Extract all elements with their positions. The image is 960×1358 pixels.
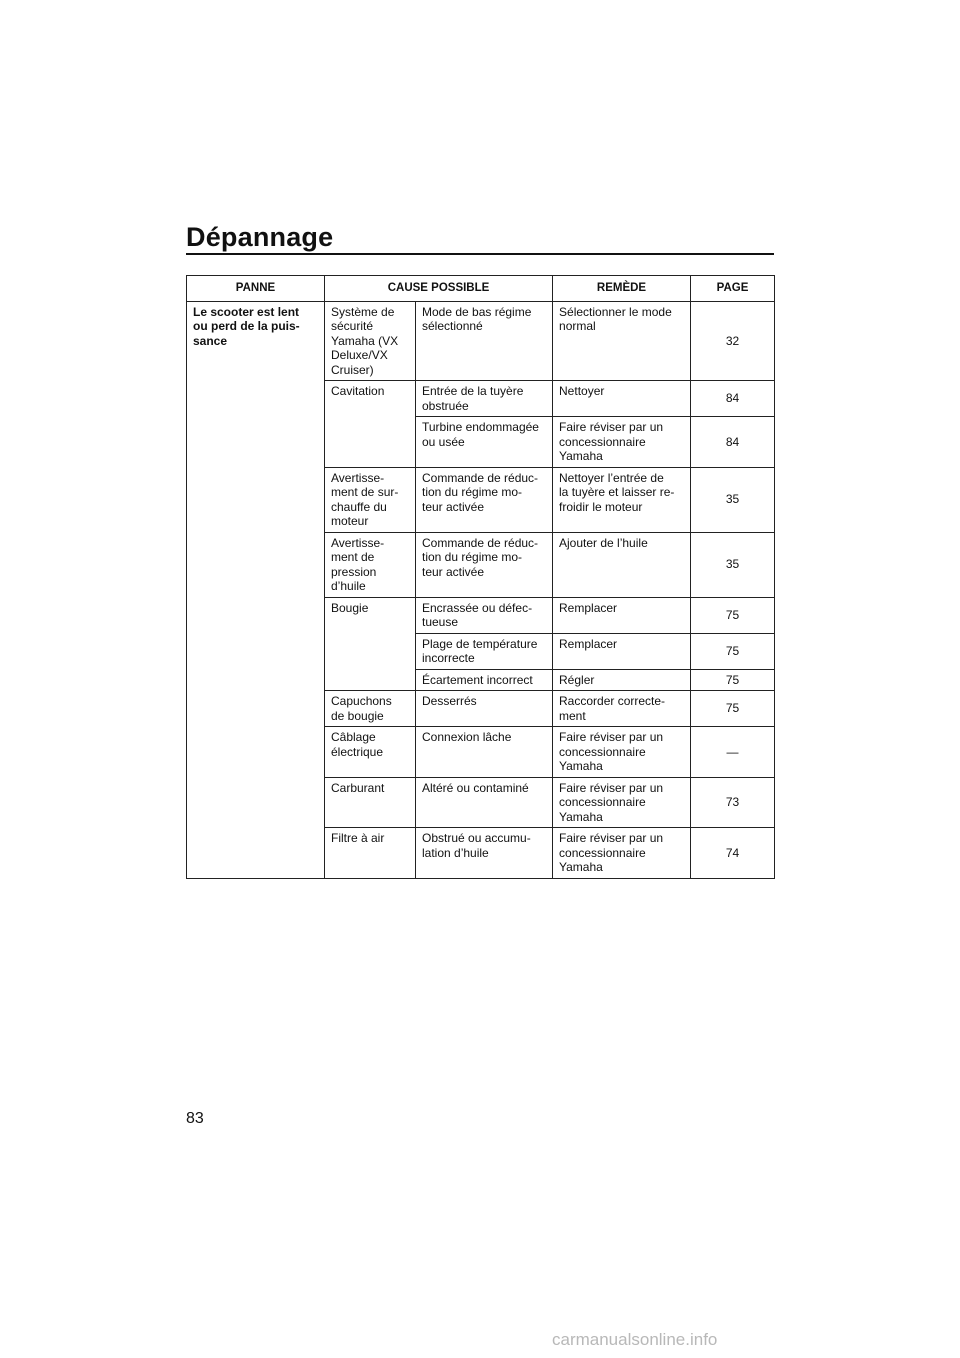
cause-cell: Filtre à air bbox=[325, 828, 416, 879]
page-number: 83 bbox=[186, 1110, 204, 1127]
page-cell: 75 bbox=[691, 669, 775, 691]
page-cell: 35 bbox=[691, 467, 775, 532]
cause-cell: Avertisse- ment de pression d’huile bbox=[325, 532, 416, 597]
page-cell: 32 bbox=[691, 301, 775, 381]
cause-detail-cell: Commande de réduc- tion du régime mo- teur activée bbox=[416, 467, 553, 532]
panne-cell: Le scooter est lent ou perd de la puis- sance bbox=[187, 301, 325, 878]
cause-detail-cell: Turbine endommagée ou usée bbox=[416, 417, 553, 468]
remede-cell: Faire réviser par un concessionnaire Yamaha bbox=[553, 777, 691, 828]
watermark: carmanualsonline.info bbox=[552, 1330, 718, 1349]
header-panne: PANNE bbox=[187, 276, 325, 302]
remede-cell: Ajouter de l’huile bbox=[553, 532, 691, 597]
remede-cell: Remplacer bbox=[553, 597, 691, 633]
cause-cell: Câblage électrique bbox=[325, 727, 416, 778]
cause-detail-cell: Obstrué ou accumu- lation d’huile bbox=[416, 828, 553, 879]
cause-cell: Capuchons de bougie bbox=[325, 691, 416, 727]
remede-cell: Raccorder correcte- ment bbox=[553, 691, 691, 727]
remede-cell: Nettoyer l’entrée de la tuyère et laisser re- froidir le moteur bbox=[553, 467, 691, 532]
cause-cell: Carburant bbox=[325, 777, 416, 828]
page-cell: 84 bbox=[691, 381, 775, 417]
header-page: PAGE bbox=[691, 276, 775, 302]
page-cell: 35 bbox=[691, 532, 775, 597]
cause-cell: Bougie bbox=[325, 597, 416, 691]
cause-detail-cell: Altéré ou contaminé bbox=[416, 777, 553, 828]
page-cell: 73 bbox=[691, 777, 775, 828]
remede-cell: Faire réviser par un concessionnaire Yamaha bbox=[553, 727, 691, 778]
table-row bbox=[187, 301, 775, 381]
remede-cell: Régler bbox=[553, 669, 691, 691]
page-cell: 74 bbox=[691, 828, 775, 879]
page-cell: — bbox=[691, 727, 775, 778]
cause-detail-cell: Plage de température incorrecte bbox=[416, 633, 553, 669]
page-cell: 84 bbox=[691, 417, 775, 468]
cause-cell: Système de sécurité Yamaha (VX Deluxe/VX Cruiser) bbox=[325, 301, 416, 381]
remede-cell: Nettoyer bbox=[553, 381, 691, 417]
remede-cell: Sélectionner le mode normal bbox=[553, 301, 691, 381]
remede-cell: Remplacer bbox=[553, 633, 691, 669]
cause-detail-cell: Écartement incorrect bbox=[416, 669, 553, 691]
header-remede: REMÈDE bbox=[553, 276, 691, 302]
page-title: Dépannage bbox=[186, 222, 334, 252]
title-rule bbox=[186, 253, 774, 255]
cause-detail-cell: Entrée de la tuyère obstruée bbox=[416, 381, 553, 417]
header-cause: CAUSE POSSIBLE bbox=[325, 276, 553, 302]
page-cell: 75 bbox=[691, 633, 775, 669]
cause-cell: Cavitation bbox=[325, 381, 416, 468]
cause-detail-cell: Connexion lâche bbox=[416, 727, 553, 778]
remede-cell: Faire réviser par un concessionnaire Yamaha bbox=[553, 828, 691, 879]
cause-detail-cell: Encrassée ou défec- tueuse bbox=[416, 597, 553, 633]
cause-detail-cell: Mode de bas régime sélectionné bbox=[416, 301, 553, 381]
table-body bbox=[187, 301, 775, 878]
page-cell: 75 bbox=[691, 691, 775, 727]
cause-cell: Avertisse- ment de sur- chauffe du moteur bbox=[325, 467, 416, 532]
page-cell: 75 bbox=[691, 597, 775, 633]
table-header-row bbox=[187, 276, 775, 302]
cause-detail-cell: Commande de réduc- tion du régime mo- teur activée bbox=[416, 532, 553, 597]
troubleshooting-table bbox=[186, 275, 775, 879]
remede-cell: Faire réviser par un concessionnaire Yamaha bbox=[553, 417, 691, 468]
cause-detail-cell: Desserrés bbox=[416, 691, 553, 727]
